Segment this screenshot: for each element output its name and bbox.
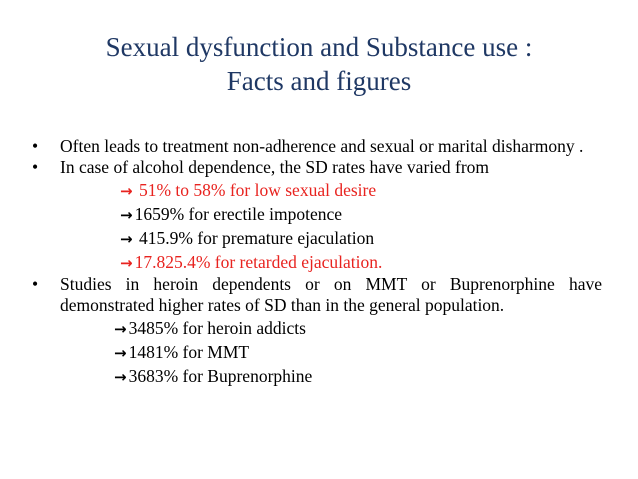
bullet-item-2 [30,157,602,178]
sub-item-mmt [30,342,602,364]
sub-item-low-desire [30,180,602,202]
sub-item-erectile [30,204,602,226]
arrow-right-icon: → [120,182,133,200]
sub-item-premature [30,228,602,250]
arrow-right-icon: → [114,320,127,338]
arrow-right-icon: → [120,206,133,224]
slide-title [20,30,618,98]
sub-item-text: 1481% for MMT [128,342,250,362]
sub-item-retarded [30,252,602,274]
sub-item-heroin [30,318,602,340]
bullet-text: Studies in heroin dependents or on MMT or Buprenorphine have demonstrated higher rates of SD than in the general population. [60,274,602,315]
arrow-right-icon: → [120,254,133,272]
sub-item-text: 1659% for erectile impotence [134,204,343,224]
sub-item-buprenorphine [30,366,602,388]
bullet-dot-icon: • [32,274,39,294]
sub-item-text: 17.825.4% for retarded ejaculation. [134,252,383,272]
bullet-item-3 [30,274,602,316]
sub-item-text: 3485% for heroin addicts [128,318,306,338]
bullet-text: Often leads to treatment non-adherence and sexual or marital disharmony . [60,136,584,156]
sub-item-text: 415.9% for premature ejaculation [134,228,375,248]
bullet-text: In case of alcohol dependence, the SD rates have varied from [60,157,490,177]
sub-item-text: 3683% for Buprenorphine [128,366,313,386]
bullet-item-1 [30,136,602,157]
bullet-dot-icon: • [32,157,39,177]
sub-item-text: 51% to 58% for low sexual desire [134,180,377,200]
arrow-right-icon: → [120,230,133,248]
title-line-2: Facts and figures [226,66,412,96]
slide-body [30,136,602,388]
arrow-right-icon: → [114,344,127,362]
arrow-right-icon: → [114,368,127,386]
bullet-dot-icon: • [32,136,39,156]
title-line-1: Sexual dysfunction and Substance use : [105,32,533,62]
